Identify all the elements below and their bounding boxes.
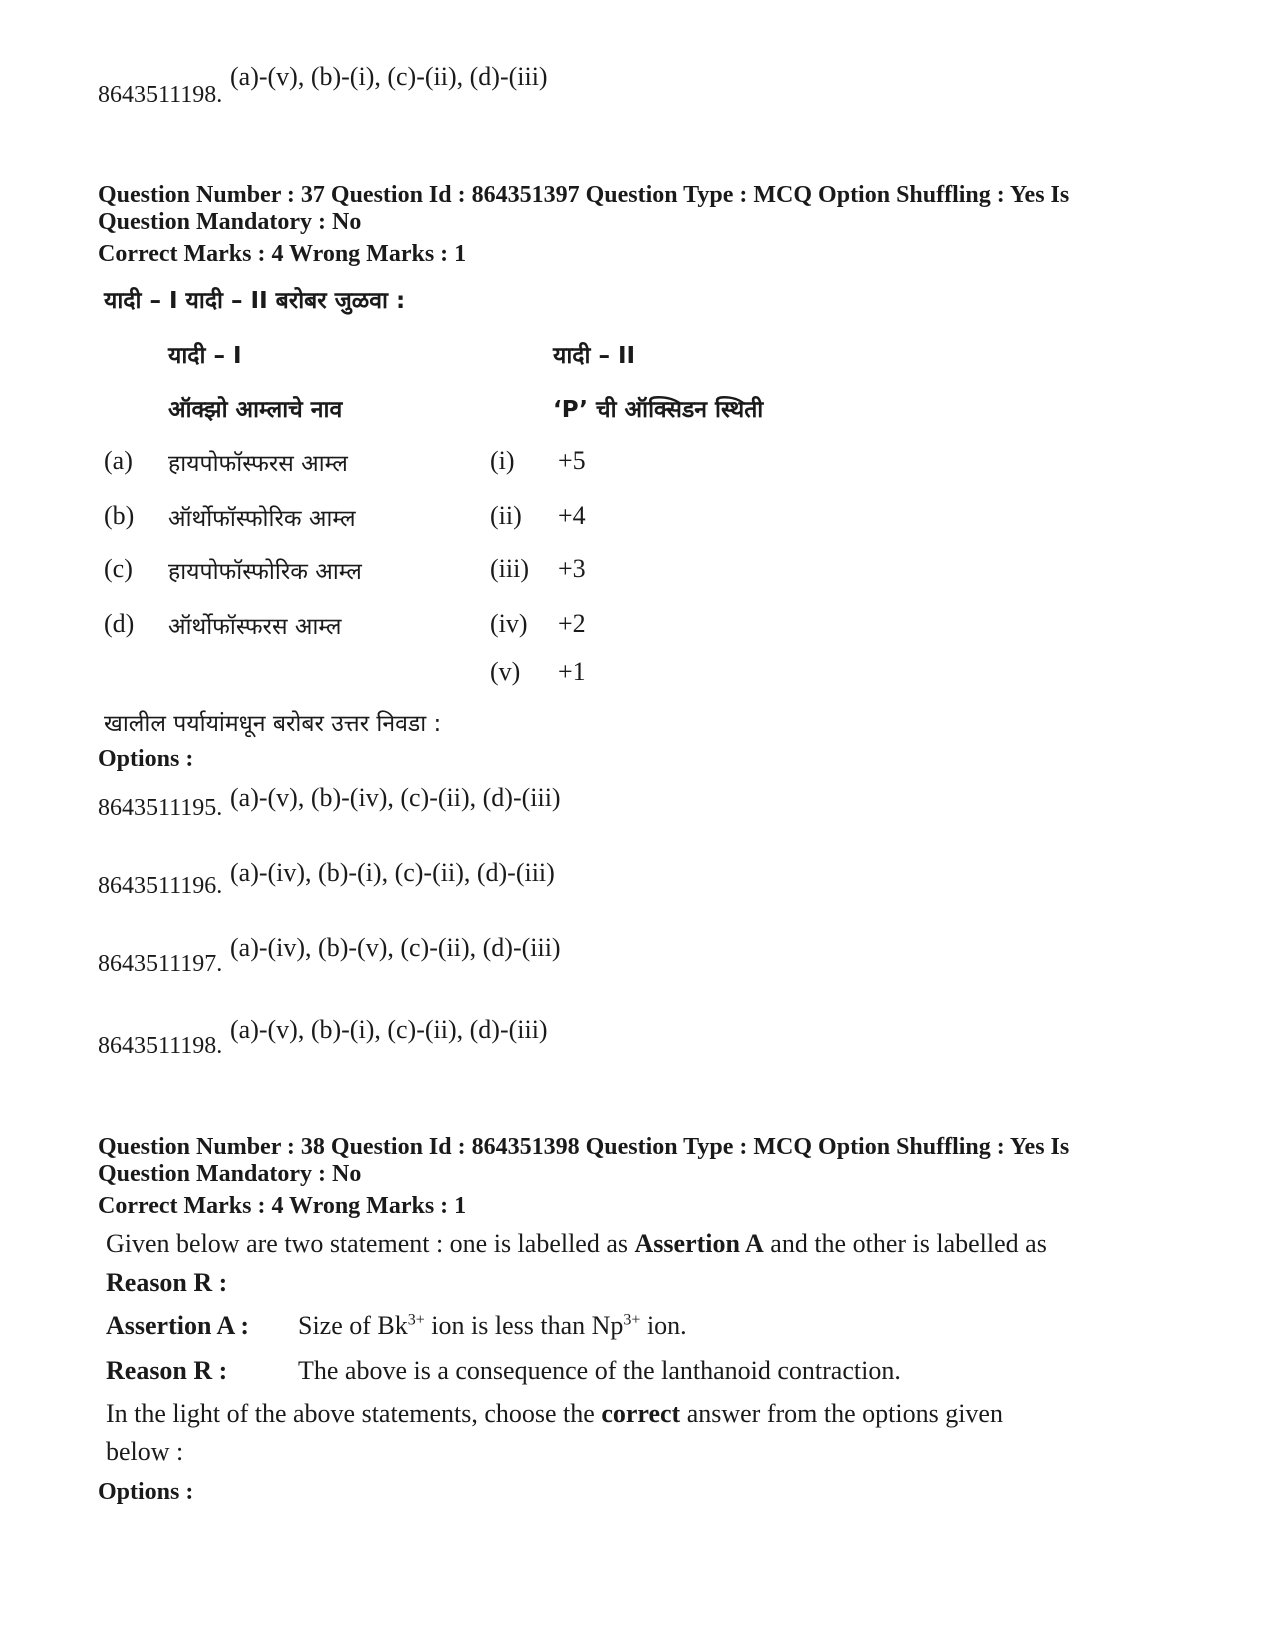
row-value: +4: [558, 501, 586, 530]
row-letter: (a): [104, 446, 133, 475]
option-id: 8643511198.: [98, 82, 223, 108]
option-text: (a)-(v), (b)-(i), (c)-(ii), (d)-(iii): [230, 1015, 548, 1044]
option-id: 8643511197.: [98, 951, 223, 977]
question-header-line2: Question Mandatory : No: [98, 1161, 362, 1187]
option-text: (a)-(v), (b)-(i), (c)-(ii), (d)-(iii): [230, 62, 548, 91]
option-id: 8643511198.: [98, 1033, 223, 1059]
option-id: 8643511196.: [98, 873, 223, 899]
option-text: (a)-(iv), (b)-(v), (c)-(ii), (d)-(iii): [230, 933, 561, 962]
assertion-text-part: ion.: [640, 1311, 687, 1340]
row-value: +2: [558, 609, 586, 638]
question-marks: Correct Marks : 4 Wrong Marks : 1: [98, 241, 467, 267]
intro-text: Given below are two statement : one is labelled as: [106, 1229, 635, 1258]
question-instruction: [106, 1399, 1003, 1429]
row-name: हायपोफॉस्फोरिक आम्ल: [168, 559, 362, 585]
intro-text: and the other is labelled as: [763, 1229, 1047, 1258]
list2-title: यादी – II: [553, 343, 636, 369]
row-letter: (b): [104, 501, 135, 530]
reason-label: Reason R :: [106, 1356, 228, 1385]
choose-instruction: खालील पर्यायांमधून बरोबर उत्तर निवडा :: [104, 711, 442, 737]
row-letter: (c): [104, 554, 133, 583]
row-value: +1: [558, 657, 586, 686]
option-id: 8643511195.: [98, 795, 223, 821]
question-intro: [106, 1229, 1047, 1259]
options-label: Options :: [98, 746, 194, 772]
instruction-text: answer from the options given: [680, 1399, 1003, 1428]
row-roman: (iii): [490, 554, 529, 583]
list1-subtitle: ऑक्झो आम्लाचे नाव: [168, 397, 343, 423]
options-label: Options :: [98, 1479, 194, 1505]
option-text: (a)-(iv), (b)-(i), (c)-(ii), (d)-(iii): [230, 858, 555, 887]
row-letter: (d): [104, 609, 135, 638]
question-instruction-line2: below :: [106, 1437, 184, 1466]
assertion-text: [298, 1311, 687, 1341]
row-roman: (iv): [490, 609, 528, 638]
row-value: +5: [558, 446, 586, 475]
superscript: 3+: [407, 1311, 425, 1329]
question-header-line2: Question Mandatory : No: [98, 209, 362, 235]
instruction-emphasis: correct: [601, 1399, 681, 1428]
assertion-text-part: ion is less than Np: [424, 1311, 624, 1340]
row-roman: (i): [490, 446, 515, 475]
superscript: 3+: [623, 1311, 641, 1329]
list2-subtitle: ‘P’ ची ऑक्सिडन स्थिती: [553, 397, 764, 423]
assertion-term: Assertion A: [634, 1229, 764, 1258]
reason-text: The above is a consequence of the lanthanoid contraction.: [298, 1356, 901, 1385]
row-roman: (ii): [490, 501, 522, 530]
list1-title: यादी – I: [168, 343, 242, 369]
row-roman: (v): [490, 657, 521, 686]
row-name: ऑर्थोफॉस्फरस आम्ल: [168, 614, 342, 640]
row-value: +3: [558, 554, 586, 583]
question-header-line1: Question Number : 38 Question Id : 864351398 Question Type : MCQ Option Shuffling : Yes Is: [98, 1134, 1070, 1160]
assertion-label: Assertion A :: [106, 1311, 249, 1340]
question-marks: Correct Marks : 4 Wrong Marks : 1: [98, 1193, 467, 1219]
row-name: हायपोफॉस्फरस आम्ल: [168, 451, 348, 477]
row-name: ऑर्थोफॉस्फोरिक आम्ल: [168, 506, 356, 532]
question-header-line1: Question Number : 37 Question Id : 864351397 Question Type : MCQ Option Shuffling : Yes Is: [98, 182, 1070, 208]
match-instruction: यादी – I यादी – II बरोबर जुळवा :: [104, 288, 406, 314]
assertion-text-part: Size of Bk: [298, 1311, 408, 1340]
instruction-text: In the light of the above statements, choose the: [106, 1399, 602, 1428]
reason-term: Reason R :: [106, 1268, 228, 1297]
option-text: (a)-(v), (b)-(iv), (c)-(ii), (d)-(iii): [230, 783, 561, 812]
